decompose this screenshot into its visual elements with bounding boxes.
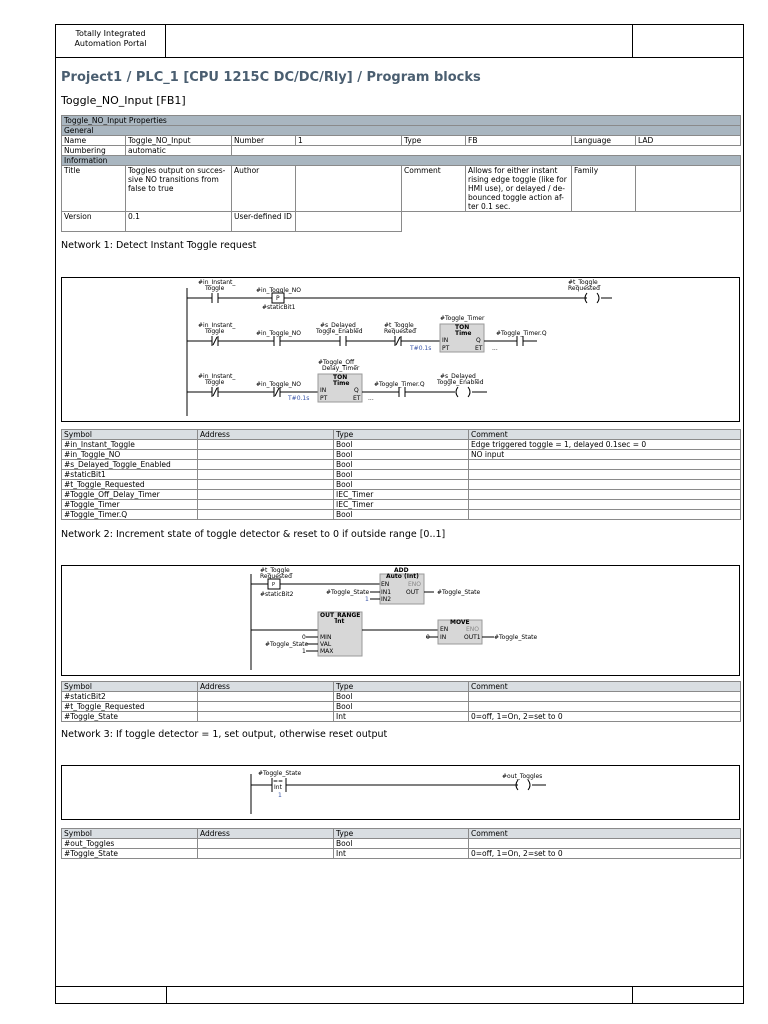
n1-toggle-timer: #Toggle_Timer: [440, 315, 485, 322]
n2-toggle-state-in1: #Toggle_State: [326, 589, 370, 596]
svg-text:T#0.1s: T#0.1s: [288, 395, 310, 402]
comment-label: Comment: [402, 166, 466, 212]
svg-text:Toggle: Toggle: [205, 328, 225, 335]
svg-text:0: 0: [426, 634, 430, 641]
cell-comment: 0=off, 1=On, 2=set to 0: [469, 849, 741, 859]
cell-type: Int: [334, 712, 469, 722]
cell-type: Bool: [334, 460, 469, 470]
n2-add: ADD: [394, 567, 409, 574]
cell-type: IEC_Timer: [334, 500, 469, 510]
svg-text:PT: PT: [442, 345, 450, 352]
svg-text:1: 1: [365, 596, 369, 603]
table-row: [62, 839, 741, 849]
name-value: Toggle_NO_Input: [126, 136, 232, 146]
cell-comment: [469, 480, 741, 490]
cell-symbol: #in_Toggle_NO: [62, 450, 198, 460]
svg-text:IN: IN: [320, 387, 327, 394]
cell-symbol: #t_Toggle_Requested: [62, 480, 198, 490]
network3-title: Network 3: If toggle detector = 1, set output, otherwise reset output: [61, 729, 388, 740]
svg-text:Toggle: Toggle: [205, 379, 225, 386]
svg-text:P: P: [276, 295, 280, 302]
svg-text:Time: Time: [333, 380, 350, 387]
svg-text:Time: Time: [455, 330, 472, 337]
cell-type: Bool: [334, 702, 469, 712]
n1-toggle-timer-q-2: #Toggle_Timer.Q: [374, 381, 425, 388]
cell-comment: 0=off, 1=On, 2=set to 0: [469, 712, 741, 722]
svg-text:EN: EN: [381, 581, 390, 588]
cell-comment: [469, 460, 741, 470]
svg-text:Toggle_Enabled: Toggle_Enabled: [437, 379, 484, 386]
svg-text:Int: Int: [274, 784, 282, 791]
svg-text:Q: Q: [354, 387, 359, 394]
n1-ton-2: TON: [333, 374, 348, 381]
family-label: Family: [572, 166, 636, 212]
svg-text:#in_Instant_: #in_Instant_: [198, 322, 236, 329]
n1-in-instant-toggle-1: #in_Instant_: [198, 279, 236, 286]
cell-symbol: #out_Toggles: [62, 839, 198, 849]
svg-text:Q: Q: [476, 337, 481, 344]
svg-text:#Toggle_Off_: #Toggle_Off_: [318, 359, 358, 366]
cell-comment: [469, 839, 741, 849]
cell-address: [198, 470, 334, 480]
cell-symbol: #Toggle_State: [62, 712, 198, 722]
cell-symbol: #t_Toggle_Requested: [62, 702, 198, 712]
network2-title: Network 2: Increment state of toggle detector & reset to 0 if outside range [0..1]: [61, 529, 446, 540]
table-row: [62, 500, 741, 510]
numbering-label: Numbering: [62, 146, 126, 156]
number-value: 1: [296, 136, 402, 146]
cell-symbol: #Toggle_Timer: [62, 500, 198, 510]
svg-text:#s_Delayed_: #s_Delayed_: [320, 322, 359, 329]
svg-text:#t_Toggle_: #t_Toggle_: [384, 322, 417, 329]
cell-symbol: #staticBit2: [62, 692, 198, 702]
n1-in-toggle-no-1: #in_Toggle_NO: [256, 287, 301, 294]
svg-text:MIN: MIN: [320, 634, 332, 641]
cell-address: [198, 702, 334, 712]
table-row: [62, 692, 741, 702]
svg-text:1: 1: [278, 792, 282, 799]
general-section: General: [62, 126, 741, 136]
cell-address: [198, 712, 334, 722]
svg-text:P: P: [272, 582, 276, 588]
cell-type: Bool: [334, 450, 469, 460]
table-row: [62, 460, 741, 470]
cell-comment: [469, 702, 741, 712]
svg-text:#in_Instant_: #in_Instant_: [198, 373, 236, 380]
information-section: Information: [62, 156, 741, 166]
cell-address: [198, 490, 334, 500]
cell-address: [198, 500, 334, 510]
cell-symbol: #in_Instant_Toggle: [62, 440, 198, 450]
language-value: LAD: [636, 136, 741, 146]
svg-text:IN: IN: [442, 337, 449, 344]
cell-address: [198, 480, 334, 490]
cell-type: Bool: [334, 510, 469, 520]
cell-address: [198, 510, 334, 520]
svg-text:Requested: Requested: [260, 573, 292, 580]
n1-in-toggle-no-2: #in_Toggle_NO: [256, 330, 301, 337]
cell-type: Bool: [334, 440, 469, 450]
n3-toggle-state: #Toggle_State: [258, 770, 302, 777]
n2-out-range: OUT_RANGE: [320, 612, 361, 619]
n1-toggle-timer-q-1: #Toggle_Timer.Q: [496, 330, 547, 337]
cell-comment: [469, 490, 741, 500]
n2-toggle-state-val: #Toggle_State: [265, 641, 309, 648]
cell-type: Bool: [334, 480, 469, 490]
svg-text:ET: ET: [475, 345, 483, 352]
author-label: Author: [232, 166, 296, 212]
cell-type: Bool: [334, 470, 469, 480]
n1-static-bit1: #staticBit1: [262, 304, 296, 311]
svg-text:ENO: ENO: [408, 581, 422, 588]
cell-type: Bool: [334, 839, 469, 849]
svg-text:...: ...: [492, 345, 498, 352]
network2-diagram: [61, 565, 740, 676]
svg-text:Toggle: Toggle: [205, 285, 225, 292]
svg-text:ENO: ENO: [466, 626, 480, 633]
n1-ton-1: TON: [455, 324, 470, 331]
svg-text:IN2: IN2: [381, 596, 392, 603]
table-row: [62, 480, 741, 490]
svg-text:VAL: VAL: [320, 641, 332, 648]
cell-comment: [469, 692, 741, 702]
page-title: Project1 / PLC_1 [CPU 1215C DC/DC/Rly] / Program blocks: [61, 70, 481, 85]
type-label: Type: [402, 136, 466, 146]
properties-table: [61, 115, 741, 232]
svg-text:PT: PT: [320, 395, 328, 402]
n3-out-toggles: #out_Toggles: [502, 773, 543, 780]
network2-svg: [62, 566, 739, 675]
svg-text:Int: Int: [335, 618, 345, 625]
svg-text:MAX: MAX: [320, 648, 334, 655]
n1-in-toggle-no-3: #in_Toggle_NO: [256, 381, 301, 388]
table-row: [62, 849, 741, 859]
svg-text:==: ==: [273, 778, 284, 785]
network3-svg: [62, 766, 739, 819]
cell-type: IEC_Timer: [334, 490, 469, 500]
numbering-value: automatic: [126, 146, 232, 156]
cell-symbol: #Toggle_Off_Delay_Timer: [62, 490, 198, 500]
svg-text:IN1: IN1: [381, 589, 392, 596]
svg-text:OUT1: OUT1: [464, 634, 481, 641]
number-label: Number: [232, 136, 296, 146]
svg-text:EN: EN: [440, 626, 449, 633]
table-row: [62, 470, 741, 480]
cell-comment: Edge triggered toggle = 1, delayed 0.1sec = 0: [469, 440, 741, 450]
cell-symbol: #Toggle_State: [62, 849, 198, 859]
svg-text:#s_Delayed_: #s_Delayed_: [440, 373, 479, 380]
comment-value: Allows for either instant rising edge toggle (like for HMI use), or delayed / de-bounced toggle action af-ter 0.1 sec.: [466, 166, 572, 212]
cell-address: [198, 849, 334, 859]
n2-toggle-state-out: #Toggle_State: [437, 589, 481, 596]
cell-address: [198, 450, 334, 460]
cell-symbol: #staticBit1: [62, 470, 198, 480]
svg-text:#t_Toggle_: #t_Toggle_: [260, 567, 293, 574]
svg-text:#t_Toggle_: #t_Toggle_: [568, 279, 601, 286]
type-value: FB: [466, 136, 572, 146]
block-title: Toggle_NO_Input [FB1]: [61, 94, 186, 107]
title-value: Toggles output on succes-sive NO transitions from false to true: [126, 166, 232, 212]
svg-text:Auto (Int): Auto (Int): [386, 573, 419, 580]
table-row: [62, 702, 741, 712]
cell-symbol: #Toggle_Timer.Q: [62, 510, 198, 520]
svg-text:ET: ET: [353, 395, 361, 402]
page-header: [55, 24, 744, 58]
table-row: [62, 490, 741, 500]
cell-address: [198, 839, 334, 849]
svg-text:T#0.1s: T#0.1s: [410, 345, 432, 352]
version-label: Version: [62, 212, 126, 232]
table-row: [62, 510, 741, 520]
cell-comment: [469, 510, 741, 520]
cell-type: Bool: [334, 692, 469, 702]
table-row: [62, 712, 741, 722]
svg-text:OUT: OUT: [406, 589, 419, 596]
table-row: [62, 440, 741, 450]
cell-comment: [469, 470, 741, 480]
network3-symbol-table: Symbol Address Type Comment #out_Toggles Bool #Toggle_State Int 0=off, 1=On, 2=set to 0: [61, 828, 741, 859]
cell-address: [198, 460, 334, 470]
svg-text:0: 0: [302, 634, 306, 641]
cell-symbol: #s_Delayed_Toggle_Enabled: [62, 460, 198, 470]
name-label: Name: [62, 136, 126, 146]
network2-symbol-table: Symbol Address Type Comment #staticBit2 Bool #t_Toggle_Requested Bool #Toggle_State Int 0=off, 1=On, 2=set to 0: [61, 681, 741, 722]
network1-symbol-table: Symbol Address Type Comment #in_Instant_Toggle Bool Edge triggered toggle = 1, delayed 0.1sec = 0 #in_Toggle_NO Bool NO input #s_Delayed_Toggle_Enabled Bool #staticBit1 Bool #t_Toggle_Requested Bool #Toggle_Off_Delay_Timer IEC_Timer #Toggle_Timer IEC_Timer #Toggle_Timer.Q Bool: [61, 429, 741, 520]
portal-label: Totally Integrated Automation Portal: [56, 25, 166, 57]
network3-diagram: [61, 765, 740, 820]
network1-title: Network 1: Detect Instant Toggle request: [61, 240, 257, 251]
cell-address: [198, 692, 334, 702]
n2-toggle-state-move: #Toggle_State: [494, 634, 538, 641]
version-value: 0.1: [126, 212, 232, 232]
cell-comment: [469, 500, 741, 510]
page-footer: [55, 986, 744, 1004]
svg-text:1: 1: [302, 648, 306, 655]
n2-static-bit2: #staticBit2: [260, 591, 294, 598]
n2-move: MOVE: [450, 619, 470, 626]
network1-diagram: [61, 277, 740, 422]
language-label: Language: [572, 136, 636, 146]
svg-text:Requested: Requested: [384, 328, 416, 335]
properties-section: Toggle_NO_Input Properties: [62, 116, 741, 126]
svg-text:Requested: Requested: [568, 285, 600, 292]
cell-address: [198, 440, 334, 450]
cell-type: Int: [334, 849, 469, 859]
title-label: Title: [62, 166, 126, 212]
userid-label: User-defined ID: [232, 212, 296, 232]
cell-comment: NO input: [469, 450, 741, 460]
network1-svg: [62, 278, 739, 421]
svg-text:Toggle_Enabled: Toggle_Enabled: [316, 328, 363, 335]
svg-text:...: ...: [368, 395, 374, 402]
svg-text:IN: IN: [440, 634, 447, 641]
table-row: [62, 450, 741, 460]
svg-text:Delay_Timer: Delay_Timer: [322, 365, 360, 372]
